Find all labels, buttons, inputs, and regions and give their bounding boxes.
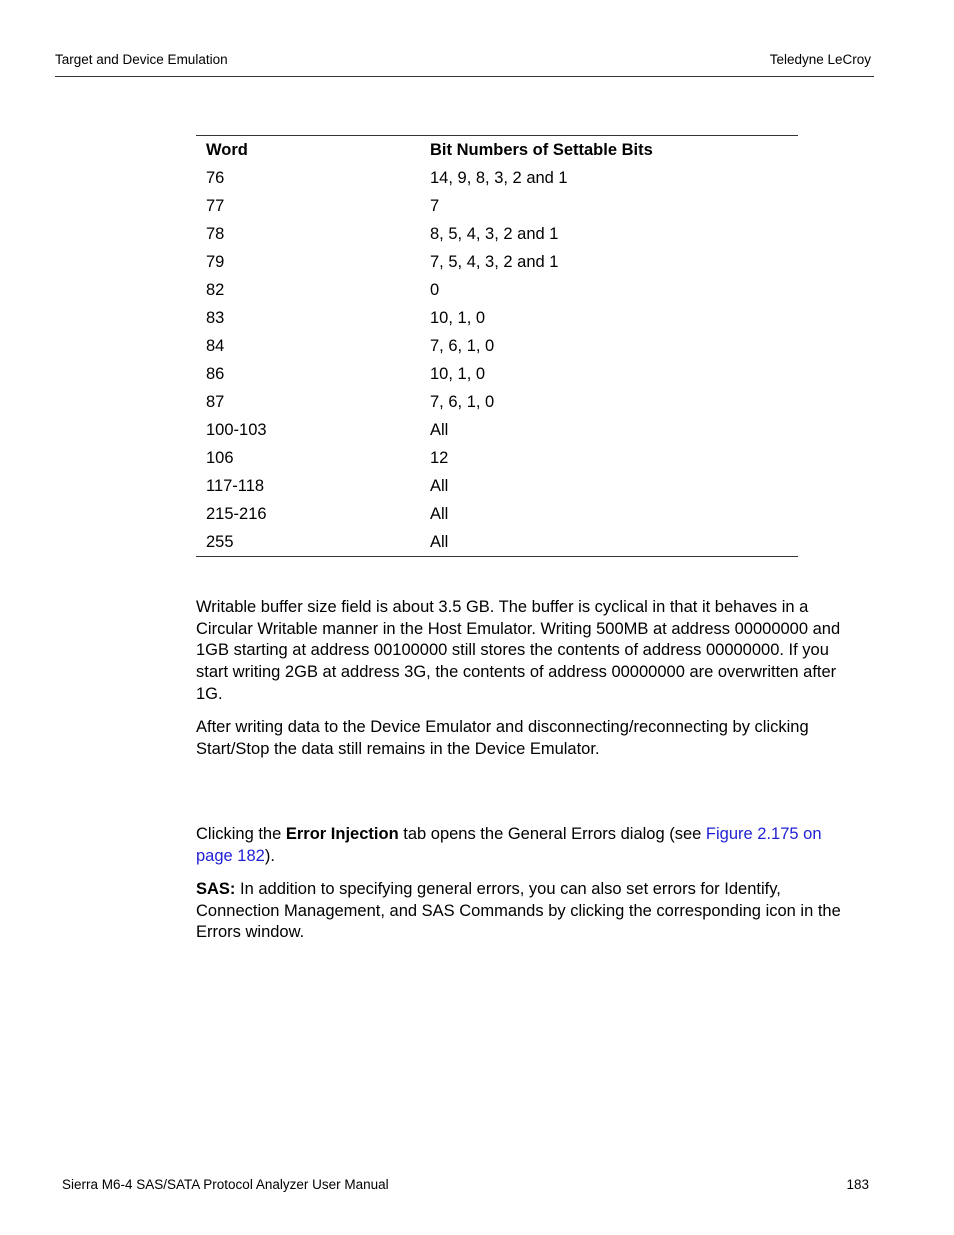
paragraph-line: 1GB starting at address 00100000 still stores the contents of address 00000000. If you	[196, 641, 829, 660]
table-header-row	[196, 136, 798, 165]
paragraph-line: Connection Management, and SAS Commands by clicking the corresponding icon in the	[196, 901, 841, 920]
word-cell: 106	[206, 449, 234, 467]
word-cell: 117-118	[206, 477, 265, 495]
table-row	[196, 276, 798, 304]
header-section-title: Target and Device Emulation	[55, 52, 228, 67]
device-emulator-paragraph	[196, 717, 876, 760]
word-cell: 78	[206, 225, 225, 243]
circular-writable-paragraph	[196, 597, 876, 706]
paragraph-line: Start/Stop the data still remains in the Device Emulator.	[196, 739, 600, 758]
page-reference-link[interactable]: page 182	[196, 846, 265, 865]
paragraph-line: start writing 2GB at address 3G, the contents of address 00000000 are overwritten after	[196, 663, 837, 682]
paragraph-line: 1G.	[196, 684, 223, 703]
table-row	[196, 444, 798, 472]
table-row	[196, 472, 798, 500]
word-cell: 84	[206, 337, 225, 355]
bits-cell: 10, 1, 0	[430, 365, 486, 383]
paragraph-line: In addition to specifying general errors, you can also set errors for Identify,	[235, 880, 781, 898]
column-header-bit-numbers: Bit Numbers of Settable Bits	[430, 141, 653, 159]
table-row	[196, 416, 798, 444]
paragraph-line: Writable buffer size field is about 3.5 GB. The buffer is cyclical in that it behaves in a	[196, 598, 809, 616]
error-injection-paragraph	[196, 824, 876, 867]
word-cell: 83	[206, 309, 225, 327]
paragraph-line: After writing data to the Device Emulator and disconnecting/reconnecting by clicking	[196, 718, 809, 736]
bits-cell: 14, 9, 8, 3, 2 and 1	[430, 169, 568, 187]
error-injection-term: Error Injection	[285, 825, 399, 843]
bits-cell: 12	[430, 449, 449, 467]
paragraph-text: ).	[264, 846, 275, 865]
table-row	[196, 528, 798, 557]
bits-cell: 7, 5, 4, 3, 2 and 1	[430, 253, 559, 271]
bits-cell: All	[430, 421, 449, 439]
header-company: Teledyne LeCroy	[769, 52, 871, 67]
table-row	[196, 192, 798, 220]
table-row	[196, 360, 798, 388]
word-cell: 86	[206, 365, 225, 383]
word-cell: 82	[206, 281, 225, 299]
table-row	[196, 164, 798, 192]
bits-cell: 7, 6, 1, 0	[430, 393, 495, 411]
bits-cell: All	[430, 477, 449, 495]
word-cell: 87	[206, 393, 225, 411]
paragraph-line: Errors window.	[196, 923, 305, 942]
table-row	[196, 332, 798, 360]
bits-cell: 10, 1, 0	[430, 309, 486, 327]
settable-bits-table	[196, 135, 798, 557]
sas-label: SAS:	[196, 880, 236, 898]
table-row	[196, 304, 798, 332]
sas-paragraph	[196, 879, 876, 944]
word-cell: 255	[206, 533, 234, 551]
header-rule	[55, 76, 874, 77]
table-row	[196, 388, 798, 416]
word-cell: 77	[206, 197, 225, 215]
bits-cell: 7	[430, 197, 440, 215]
word-cell: 100-103	[206, 421, 267, 439]
footer-page-number: 183	[846, 1177, 869, 1192]
bits-cell: All	[430, 505, 449, 523]
paragraph-text: Clicking the	[196, 825, 286, 843]
table-row	[196, 500, 798, 528]
column-header-word: Word	[206, 141, 248, 159]
word-cell: 76	[206, 169, 225, 187]
paragraph-text: tab opens the General Errors dialog (see	[398, 825, 706, 843]
table-row	[196, 248, 798, 276]
word-cell: 79	[206, 253, 225, 271]
bits-cell: All	[430, 533, 449, 551]
paragraph-line: Circular Writable manner in the Host Emulator. Writing 500MB at address 00000000 and	[196, 619, 841, 638]
footer-manual-title: Sierra M6-4 SAS/SATA Protocol Analyzer User Manual	[62, 1177, 389, 1192]
bits-cell: 0	[430, 281, 440, 299]
word-cell: 215-216	[206, 505, 267, 523]
bits-cell: 8, 5, 4, 3, 2 and 1	[430, 225, 559, 243]
bits-cell: 7, 6, 1, 0	[430, 337, 495, 355]
figure-reference-link[interactable]: Figure 2.175 on	[705, 825, 822, 843]
table-row	[196, 220, 798, 248]
